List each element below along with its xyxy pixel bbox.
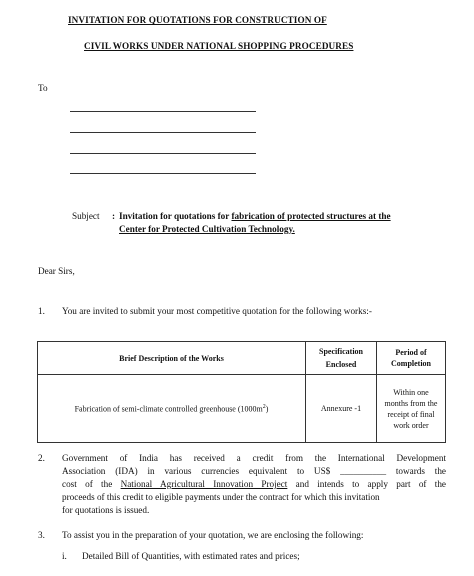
row-completion-l1: Within one: [393, 387, 429, 397]
row-description-end: ): [265, 404, 269, 414]
para1-number: 1.: [38, 306, 45, 316]
subject-colon: :: [112, 211, 116, 221]
header-specification-l1: Specification: [319, 347, 363, 356]
document-title-line-2: CIVIL WORKS UNDER NATIONAL SHOPPING PROCEDURES: [84, 41, 354, 51]
para2-line-2: [62, 466, 446, 476]
item-i-text: Detailed Bill of Quantities, with estimated rates and prices;: [82, 551, 300, 561]
subject-label: Subject: [72, 211, 100, 221]
para2-line-4: proceeds of this credit to eligible payments under the contract for which this invitation: [62, 492, 380, 502]
to-label: To: [38, 83, 48, 93]
address-blank-line-4: [70, 173, 256, 174]
salutation: Dear Sirs,: [38, 266, 75, 276]
subject-line-1: [119, 211, 391, 221]
header-completion-l2: Completion: [391, 359, 431, 368]
para2-project-name: National Agricultural Innovation Project: [120, 479, 288, 489]
para2-line-3: [62, 479, 446, 489]
table-row: [38, 375, 446, 443]
address-blank-line-2: [70, 132, 256, 133]
row-description-sup: 2: [262, 403, 266, 410]
subject-prefix: Invitation for quotations for: [119, 211, 230, 221]
address-blank-line-1: [70, 111, 256, 112]
para3-number: 3.: [38, 530, 45, 540]
header-specification-l2: Enclosed: [325, 360, 357, 369]
document-title-line-1: INVITATION FOR QUOTATIONS FOR CONSTRUCTION OF: [68, 15, 327, 25]
row-specification: Annexure -1: [306, 375, 377, 443]
para2-line-5: for quotations is issued.: [62, 505, 150, 515]
header-specification: [306, 342, 377, 375]
para1-text: You are invited to submit your most competitive quotation for the following works:-: [62, 306, 372, 316]
table-header-row: [38, 342, 446, 375]
subject-line-2: Center for Protected Cultivation Technology.: [119, 224, 295, 234]
header-description: Brief Description of the Works: [38, 342, 306, 375]
header-completion: [377, 342, 446, 375]
row-description: [38, 375, 306, 443]
para2-number: 2.: [38, 453, 45, 463]
row-completion-l4: work order: [393, 420, 429, 430]
para2-line-1: Government of India has received a credit from the International Development: [62, 453, 446, 463]
para2-line2-a: Association (IDA) in various currencies equivalent to US$: [62, 466, 331, 476]
row-completion-l3: receipt of final: [387, 409, 435, 419]
row-description-text: Fabrication of semi-climate controlled greenhouse (1000m: [74, 404, 263, 414]
item-i-number: i.: [62, 551, 67, 561]
address-blank-line-3: [70, 153, 256, 154]
row-completion-l2: months from the: [384, 398, 438, 408]
para2-amount-blank: __________: [340, 466, 387, 476]
para2-line2-b: towards the: [395, 466, 447, 476]
header-completion-l1: Period of: [395, 348, 427, 357]
para2-line3-b: and intends to apply part of the: [295, 479, 447, 489]
para3-text: To assist you in the preparation of your quotation, we are enclosing the following:: [62, 530, 364, 540]
row-completion: [377, 375, 446, 443]
works-table: [37, 341, 446, 443]
subject-underlined-1: fabrication of protected structures at the: [231, 211, 391, 221]
para2-line3-a: cost of the: [62, 479, 113, 489]
